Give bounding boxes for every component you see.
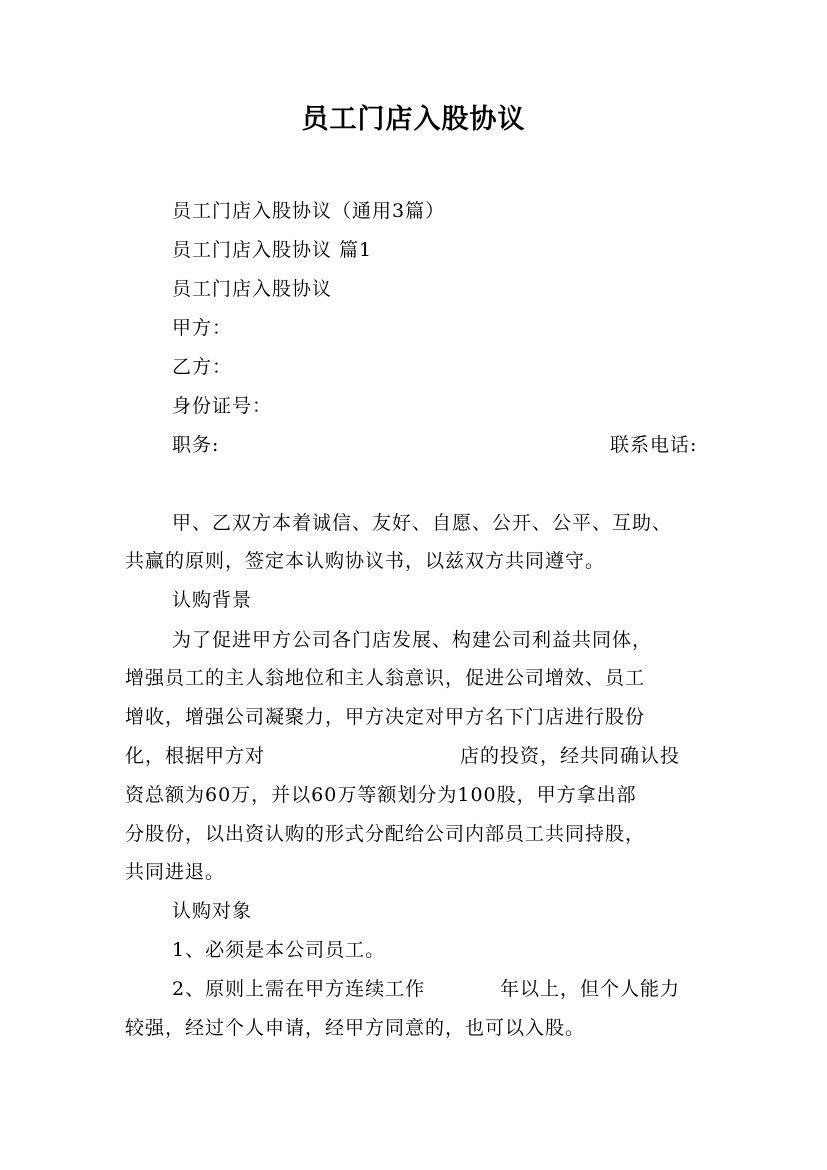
paragraph-line: 资总额为60万，并以60万等额划分为100股，甲方拿出部 [125, 784, 637, 806]
document-title: 员工门店入股协议 [301, 104, 526, 135]
paragraph-line: 增强员工的主人翁地位和主人翁意识，促进公司增效、员工 [125, 667, 646, 689]
party-b-label: 乙方： [172, 356, 233, 378]
paragraph-line: 甲、乙双方本着诚信、友好、自愿、公开、公平、互助、 [172, 512, 673, 534]
list-item: 较强，经过个人申请，经甲方同意的，也可以入股。 [125, 1017, 586, 1039]
position-label: 职务: [172, 434, 220, 456]
list-item: 1、必须是本公司员工。 [172, 939, 386, 961]
paragraph-line: 增收，增强公司凝聚力，甲方决定对甲方名下门店进行股份 [125, 706, 646, 728]
id-number-label: 身份证号： [172, 395, 273, 417]
party-a-label: 甲方： [172, 317, 233, 339]
list-item: 2、原则上需在甲方连续工作 [172, 978, 426, 1000]
paragraph-line: 店的投资，经共同确认投 [460, 745, 681, 767]
paragraph-line: 化，根据甲方对 [125, 745, 266, 767]
list-item: 年以上，但个人能力 [500, 978, 681, 1000]
paragraph-line: 共赢的原则，签定本认购协议书，以兹双方共同遵守。 [125, 550, 606, 572]
section-heading-background: 认购背景 [172, 589, 253, 611]
section-heading-target: 认购对象 [172, 900, 253, 922]
subtitle-collection: 员工门店入股协议（通用3篇） [172, 200, 446, 222]
paragraph-line: 为了促进甲方公司各门店发展、构建公司利益共同体， [172, 629, 653, 651]
paragraph-line: 共同进退。 [125, 861, 226, 883]
paragraph-line: 分股份，以出资认购的形式分配给公司内部员工共同持股， [125, 823, 646, 845]
subtitle-part: 员工门店入股协议 篇1 [172, 239, 373, 261]
phone-label: 联系电话: [610, 434, 698, 456]
agreement-heading: 员工门店入股协议 [172, 278, 333, 300]
